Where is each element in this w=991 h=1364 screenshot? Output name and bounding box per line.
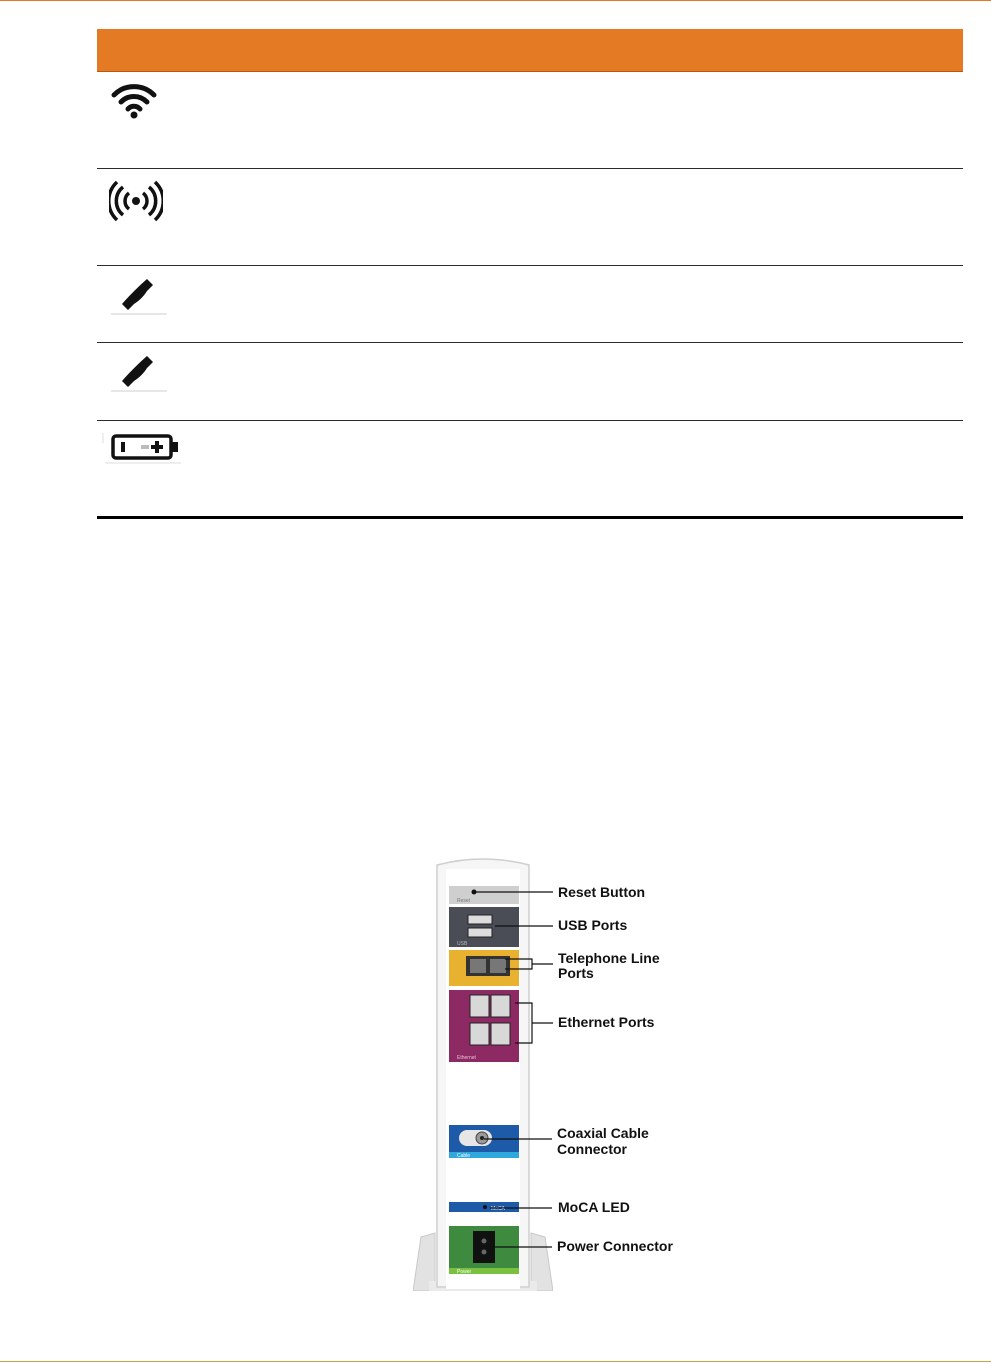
- wifi-icon: [109, 82, 159, 122]
- battery-icon: [101, 429, 185, 469]
- table-row: [97, 343, 963, 421]
- reset-panel-label: Reset: [457, 898, 471, 904]
- wireless-broadcast-icon: [109, 179, 163, 223]
- callout-telephone-line-ports-1: Telephone Line: [558, 950, 660, 966]
- moca-panel-label: MoCA: [491, 1206, 505, 1212]
- ethernet-panel-label: Ethernet: [457, 1055, 476, 1061]
- table-header: [97, 29, 963, 72]
- telephone-icon: [109, 353, 169, 393]
- table-row: [97, 169, 963, 266]
- callout-coaxial-cable-connector-1: Coaxial Cable: [557, 1125, 649, 1141]
- led-indicator-table: [97, 29, 963, 519]
- callout-power-connector: Power Connector: [557, 1238, 673, 1254]
- callout-moca-led: MoCA LED: [558, 1199, 630, 1215]
- callout-ethernet-ports: Ethernet Ports: [558, 1014, 655, 1030]
- page-bottom-rule: [0, 1361, 991, 1362]
- callout-coaxial-cable-connector-2: Connector: [557, 1141, 627, 1157]
- table-row: [97, 266, 963, 343]
- page-top-rule: [0, 0, 991, 1]
- table-row: [97, 72, 963, 169]
- callout-telephone-line-ports-2: Ports: [558, 965, 594, 981]
- cable-panel-label: Cable: [457, 1153, 471, 1159]
- telephone-icon: [109, 276, 169, 316]
- table-row: [97, 421, 963, 519]
- usb-panel-label: USB: [457, 941, 468, 947]
- callout-usb-ports: USB Ports: [558, 917, 628, 933]
- callout-leader-lines: [470, 880, 555, 1260]
- power-panel-label: Power: [457, 1269, 472, 1275]
- callout-reset-button: Reset Button: [558, 884, 646, 900]
